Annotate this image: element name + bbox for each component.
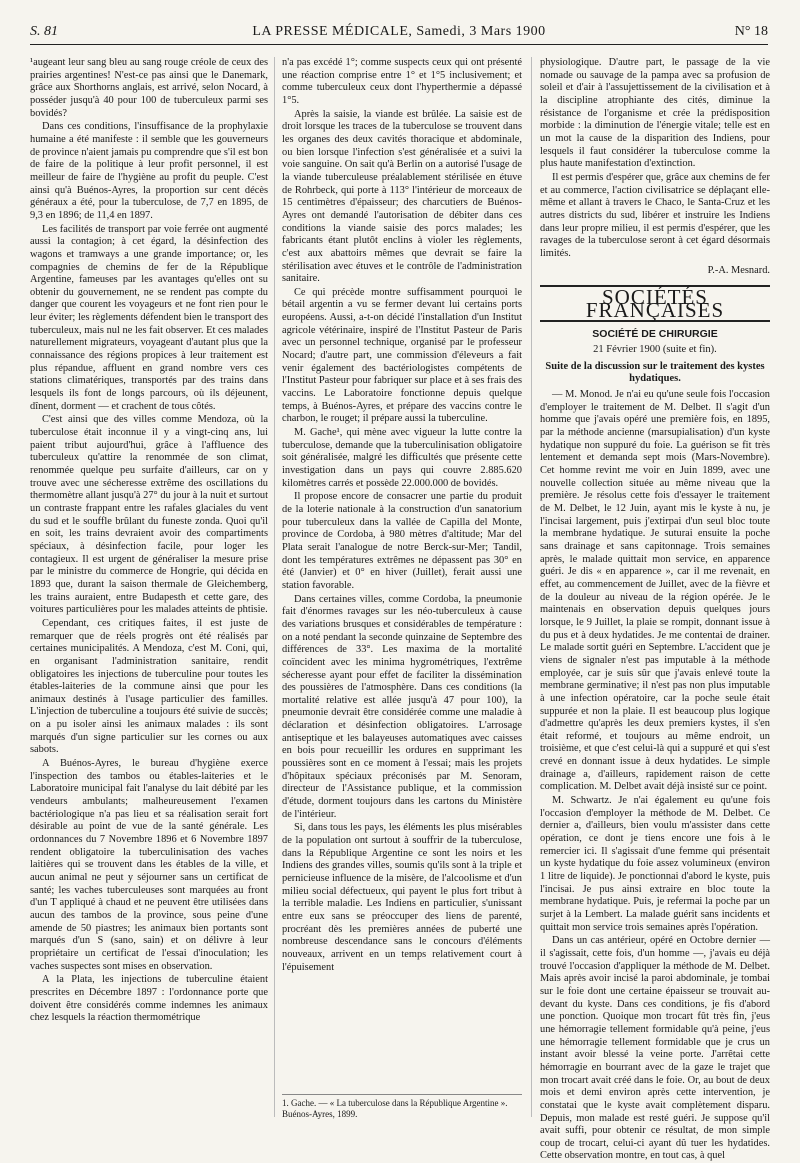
- section-title: SOCIÉTÉS FRANÇAISES: [540, 285, 770, 322]
- paragraph: Après la saisie, la viande est brûlée. La saisie est de droit lorsque les traces de la tuberculose se trouvent dans les organes des deux cavités thoracique et abdominale, ou bien lorsque l'infection s'est généralisée et a suivi la voie sanguine. On sait qu'à Berlin on a autorisé l'usage de la viande tuberculeuse préalablement stérilisée en étuve de Rohrbeck, qui porte à 113° l'intérieur de morceaux de 15 centimètres d'épaisseur; des charcutiers de Buénos-Ayres ont demandé l'autorisation de débiter dans ces conditions la viande saisie des porcs malades; les fabricants étant plutôt enclins à violer les règlements, c'est aux abattoirs mêmes que devrait se faire la stérilisation avec étuves et le contrôle de l'administration sanitaire.: [282, 108, 522, 285]
- author-signature: P.-A. Mesnard.: [707, 264, 770, 276]
- column-middle: [282, 57, 522, 1117]
- column-rule: [531, 57, 532, 1117]
- footnote: 1. Gache. — « La tuberculose dans la République Argentine ». Buénos-Ayres, 1899.: [282, 1094, 522, 1120]
- paragraph: Il est permis d'espérer que, grâce aux chemins de fer et au commerce, l'action civilisatrice se déplaçant elle-même et allant à travers le Chaco, le Santa-Cruz et les autres districts du sud, libérer et instruire les Indiens dans leur propre milieu, il est permis d'espérer, que les ravages de la tuberculose seront à cet égard désormais limités.: [540, 171, 770, 259]
- society-title: SOCIÉTÉ DE CHIRURGIE: [592, 328, 718, 341]
- paragraph: M. Schwartz. Je n'ai également eu qu'une fois l'occasion d'employer la méthode de M. Delbet. Ce dernier a, d'ailleurs, bien voulu m'assister dans cette opération, ce dont je tiens encore une fois à le remercier ici. Il s'agissait d'une femme qui présentait un kyste hydatique du foie assez volumineux (environ 1 litre de liquide). Je ponctionnai d'abord le kyste, puis l'incisai. Je pus ainsi extraire en bloc toute la membrane hydatique. Puis, je refermai la poche par un surjet à la Lembert. La malade guérit sans incidents et quittait mon service trois semaines après l'opération.: [540, 795, 770, 933]
- paragraph: C'est ainsi que des villes comme Mendoza, où la tuberculose était inconnue il y a vingt-cinq ans, lui paient tribut aujourd'hui, grâce à l'affluence des tuberculeux qu'attire la renommée de son climat, renommée quelque peu surfaite d'ailleurs, car on y trouve avec une sécheresse extrême des oscillations du thermomètre allant jusqu'à 27° du jour à la nuit et surtout un contraste frappant entre les rafales glaciales du vent du sud et le souffle brûlant du funeste zonda. Quoi qu'il en soit, les trains devraient avoir des compartiments spéciaux, à désinfection facile, pour loger les contagieux. Il est urgent de généraliser la mesure prise par le ministre du commerce de Hongrie, qui décida en 1893 que, durant la saison thermale de Gleichemberg, les trains auraient, entre Budapesth et cette gare, des voitures particulières pour les malades atteints de phtisie.: [30, 414, 268, 616]
- paragraph: A Buénos-Ayres, le bureau d'hygiène exerce l'inspection des tambos ou étables-laiteries et le Laboratoire municipal fait l'analyse du lait débité par les vendeurs ambulants; malheureusement l'examen bactériologique n'a pas lieu et sa réalisation serait fort désirable au point de vue de la santé générale. Les ordonnances du 7 Novembre 1896 et 6 Novembre 1897 rendent obligatoire la tuberculinisation des vaches laitières qui se trouvent dans les étables de la ville, et aucun animal ne peut y séjourner sans un certificat de santé; les vaches tuberculeuses sont marquées au front d'un T appliqué à chaud et ne peuvent être utilisées dans aucun des tambos de la province, sous peine d'une amende de 50 piastres; les animaux bien portants sont marqués d'un S (sano, sain) et on délivre à leur propriétaire un certificat de l'essai d'inoculation; les vaches suspectes sont mises en observation.: [30, 758, 268, 972]
- paragraph: n'a pas excédé 1°; comme suspects ceux qui ont présenté une réaction comprise entre 1° et 1°5 inclusivement; et comme tuberculeux ceux dont l'hyperthermie a dépassé 1°5.: [282, 57, 522, 106]
- paragraph: Les facilités de transport par voie ferrée ont augmenté aussi la contagion; à cet égard, la désinfection des wagons et tramways a une grande importance; or, les compagnies de chemins de fer de la République Argentine, fameuses par les avantages qu'elles ont su obtenir du gouvernement, ne se rendent pas compte du danger que courent les voyageurs et ne font rien pour le leur éviter; les règlements défendent bien le transport des tuberculeux, mais nul ne les fait observer. Et ces malades naturellement migrateurs, voyageant d'autant plus que la connaissance des régions propices à leur traitement est plus répandue, affluent en grand nombre vers ces stations climatériques, transportés par des trains dans lesquels ils font de longs parcours, où ils déjeunent, dînent, dorment — et crachent de tous côtés.: [30, 223, 268, 412]
- paragraph: Dans ces conditions, l'insuffisance de la prophylaxie humaine a été manifeste : il semble que les gouverneurs de province n'aient jamais pu comprendre que s'il est bon de faire de la politique à leur profit personnel, il est meilleur de faire de l'hygiène au profit du peuple. C'est ainsi qu'à Buénos-Ayres, la proportion sur cent décès généraux a été, pour la tuberculose, de 7,7 en 1895, de 9,3 en 1896; de 11,4 en 1897.: [30, 121, 268, 221]
- paragraph: Si, dans tous les pays, les éléments les plus misérables de la population ont surtout à souffrir de la tuberculose, dans la République Argentine ce sont les noirs et les Indiens des grandes villes, soumis qu'ils sont à la triple et pernicieuse influence de la misère, de l'alcoolisme et d'un milieu social défectueux, qui payent le plus fort tribut à la terrible maladie. Les Indiens en particulier, s'unissant entre eux sans se préoccuper des liens de parenté, procréant dès les premières années de puberté une nombreuse descendance sans le concours d'éléments nouveaux, arrivent en un temps relativement court à l'épuisement: [282, 822, 522, 973]
- paragraph: Dans un cas antérieur, opéré en Octobre dernier — il s'agissait, cette fois, d'un homme —, j'avais eu déjà trouvé l'occasion d'appliquer la méthode de M. Delbet. Mais après avoir incisé la paroi abdominale, je tombai sur le foie dont une certaine épaisseur se trouvait au-devant du kyste. Dans ces conditions, je fis d'abord une ponction. Quoique mon trocart fût très fin, j'eus une hémorragie tellement formidable qu'à peine, j'eus une hémorragie tellement formidable que je crus un instant avoir blessé la veine porte. J'arrêtai cette hémorragie en bourrant avec de la gaze le trajet que mon trocart avait créé dans le foie. Or, au bout de deux mois et demi environ après cette intervention, je constatai que le kyste avait complètement disparu. Depuis, mon malade est resté guéri. Je suppose qu'il avait suffi, pour obtenir ce résultat, de mon simple coup de trocart, celui-ci ayant dû tuer les hydatides. Cette observation montre, en tout cas, à quel: [540, 935, 770, 1162]
- page-number: S. 81: [30, 24, 58, 39]
- column-right: [540, 57, 770, 1162]
- discussion-title: Suite de la discussion sur le traitement des kystes hydatiques.: [545, 360, 765, 385]
- paragraph: Dans certaines villes, comme Cordoba, la pneumonie fait d'énormes ravages sur les néo-tuberculeux à cause des variations brusques et considérables de température : on a noté pendant la seconde quinzaine de Septembre des différences de 33°. Les maxima de la mortalité coïncident avec les minima hygrométriques, l'extrême sécheresse ayant pour effet de faciliter la dissémination des poussières de l'atmosphère. Dans ces conditions (la mortalité relative est allée jusqu'à 47 pour 100), la pneumonie devrait être considérée comme une maladie à déclaration et désinfection obligatoires. L'arrosage antiseptique et les balayeuses automatiques avec caisses en bois pour recueillir les ordures en supprimant les poussières sont en ce moment à l'essai; mais les projets d'hôpitaux spéciaux préconisés par M. Senoram, directeur de l'Assistance publique, et la commission d'étude, dorment toujours dans les cartons du Ministère de l'intérieur.: [282, 593, 522, 820]
- paragraph: Il propose encore de consacrer une partie du produit de la loterie nationale à la construction d'un sanatorium pour tuberculeux dans la vallée de Capilla del Monte, province de Cordoba, à 980 mètres d'altitude; Mar del Plata serait l'analogue de notre Berck-sur-Mer; Tandil, dont les températures extrêmes ne dépassent pas 30° en été (Janvier) et 0° en hiver (Juillet), ferait aussi une station favorable.: [282, 491, 522, 591]
- paragraph: physiologique. D'autre part, le passage de la vie nomade ou sauvage de la pampa avec sa profusion de soleil et d'air à l'assujettissement de la civilisation et à la discipline atrophiante des cités, diminue la résistance de l'organisme et crée la prédisposition morbide : la diminution de l'énergie vitale; telle est en un mot la cause de la disparition des Indiens, pour lesquels il faut considérer la tuberculose comme la plus haute manifestation d'extinction.: [540, 57, 770, 170]
- column-rule: [274, 57, 275, 1117]
- session-date: 21 Février 1900 (suite et fin).: [593, 344, 717, 356]
- paragraph: Cependant, ces critiques faites, il est juste de remarquer que de réels progrès ont été réalisés par certaines municipalités. A Mendoza, c'est M. Coni, qui, en organisant l'administration sanitaire, rendit obligatoires les injections de tuberculine pour toutes les étables-laiteries de la commune ainsi que pour les animaux destinés à l'usage particulier des familles. L'injection de tuberculine a toujours été suivie de succès; on a pu isoler ainsi les animaux malades : ils sont marqués d'un signe particulier sur les cornes ou aux sabots.: [30, 617, 268, 756]
- paragraph: Ce qui précède montre suffisamment pourquoi le bétail argentin a vu se fermer devant lui certains ports européens. Aussi, a-t-on décidé l'installation d'un Institut agricole vétérinaire, inspiré de l'Institut Pasteur de Paris avec un personnel technique, organisé par le professeur Nocard; d'autre part, une commission d'éleveurs a fait venir également des bactériologistes compétents de l'Institut Pasteur pour fabriquer sur place et à ses frais des vaccins. Le Laboratoire fonctionne depuis quelque temps, à Buénos-Ayres, et prépare des vaccins contre le charbon, le rouget; il prépare aussi la tuberculine.: [282, 286, 522, 425]
- page-header: [30, 24, 768, 45]
- paragraph: ¹augeant leur sang bleu au sang rouge créole de ceux des prairies argentines! N'est-ce pas ainsi que le Danemark, grâce aux Shorthorns anglais, est arrivé, selon Nocard, à posséder jusqu'à 40 pour 100 de tuberculeux parmi ses bovidés?: [30, 57, 268, 119]
- issue-number: N° 18: [734, 24, 768, 39]
- journal-title: LA PRESSE MÉDICALE, Samedi, 3 Mars 1900: [252, 24, 546, 39]
- paragraph: — M. Monod. Je n'ai eu qu'une seule fois l'occasion d'employer le traitement de M. Delbet. Il s'agit d'un homme que j'avais opéré une première fois, en 1895, par la méthode ancienne (marsupialisation) d'un kyste hydatique non suppuré du foie. La guérison se fit très lentement et demanda sept mois (Mars-Novembre). Cet homme revint me voir en Juin 1899, avec une nouvelle collection située au même niveau que la première. Je résolus cette fois d'essayer le traitement de M. Delbet, le 12 Juin, ayant mis le kyste à nu, je l'incisai largement, puis j'extirpai d'un seul bloc toute la membrane hydatique. Je suturai ensuite la poche sans drainage et sans capitonnage. Trois semaines après, le malade quittait mon service, en apparence guéri. Je dis « en apparence », car il me revenait, en effet, au commencement de Juillet, avec de la fièvre et de la douleur au niveau de la région opérée. Je le maintenais en observation depuis quelques jours lorsque, le 9 Juillet, la plaie se rompit, donnant issue à du pus et à deux hydatides. Je me contentai de drainer. Le malade sortit guéri en Septembre. L'accident que je viens de signaler n'est pas imputable à la méthode employée, car je suis sûr que j'avais enlevé toute la membrane germinative; il n'est pas non plus imputable à une infection opératoire, car la poche seule était suppurée et non la plaie. Il est beaucoup plus logique d'admettre qu'après les deux premiers kystes, il s'en était reformé, et toujours au même endroit, un troisième, et que c'est celui-là qui a suppuré et qui s'est crevé en donnant issue à deux hydatides. Le simple drainage a, d'ailleurs, rapidement raison de cette complication. M. Delbet avait déjà insisté sur ce point.: [540, 389, 770, 793]
- paragraph: A la Plata, les injections de tuberculine étaient prescrites en Décembre 1897 : l'ordonnance porte que doivent être considérés comme indemnes les animaux chez lesquels la réaction thermométrique: [30, 974, 268, 1024]
- column-left: [30, 57, 268, 1117]
- paragraph: M. Gache¹, qui mène avec vigueur la lutte contre la tuberculose, demande que la tuberculinisation obligatoire soit généralisée, malgré les difficultés que présente cette investigation dans un pays qui couvre 2.885.620 kilomètres carrés et possède 22.000.000 de bovidés.: [282, 427, 522, 489]
